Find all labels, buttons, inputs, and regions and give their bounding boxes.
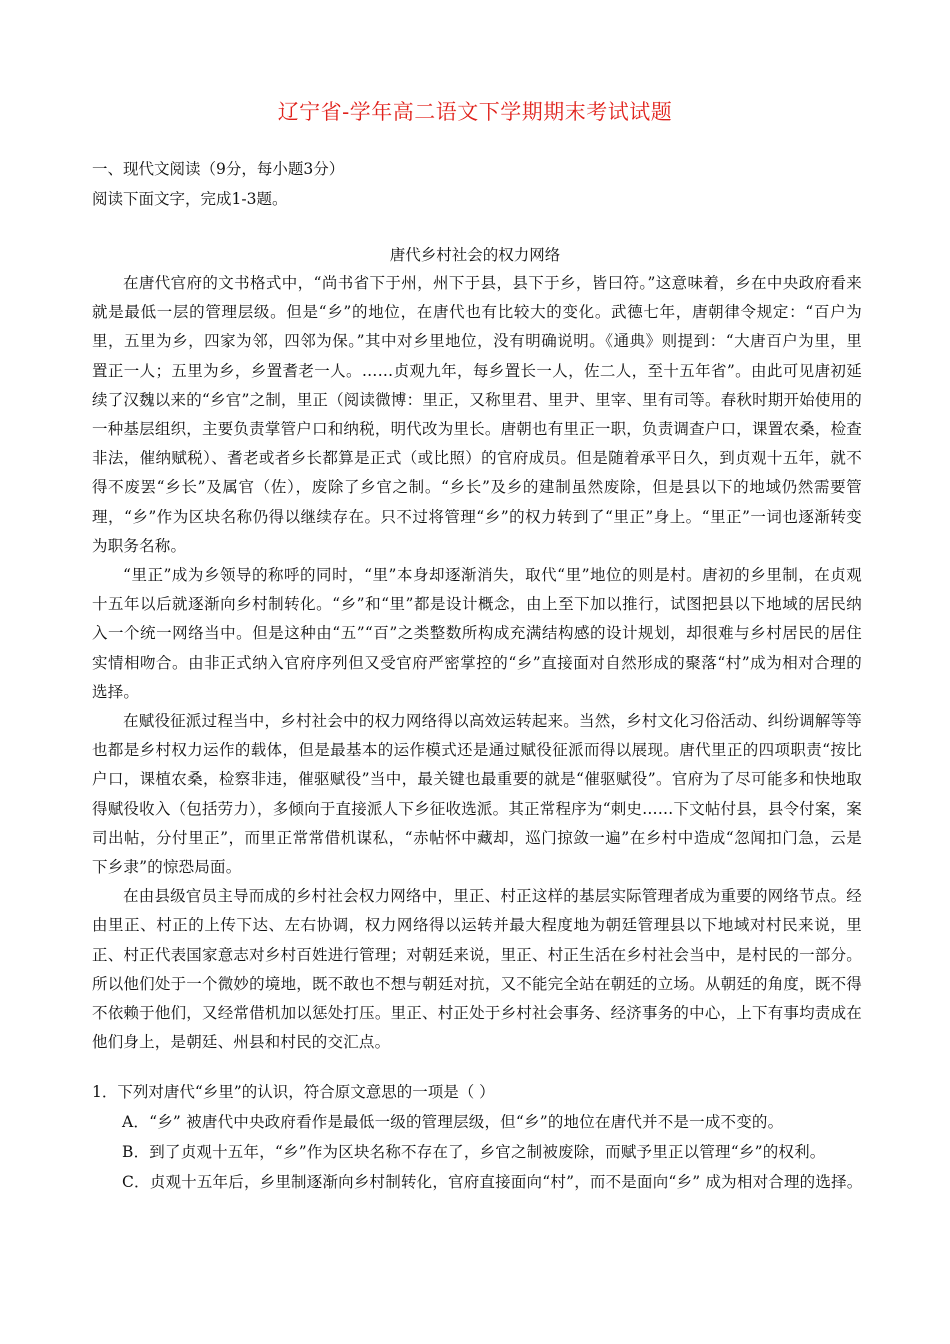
article-paragraph-3: 在赋役征派过程当中，乡村社会中的权力网络得以高效运转起来。当然，乡村文化习俗活动、纠纷调解等等也都是乡村权力运作的载体，但是最基本的运作模式还是通过赋役征派而得以展现。唐代里正的四项职责“按比户口，课植农桑，检察非违，催驱赋役”当中，最关键也最重要的就是“催驱赋役”。官府为了尽可能多和快地取得赋役收入（包括劳力），多倾向于直接派人下乡征收选派。其正常程序为“刺史……下文帖付县，县令付案，案司出帖，分付里正”，而里正常常借机谋私，“赤帖怀中藏却，巡门掠敛一遍”在乡村中造成“忽闻扣门急，云是下乡隶”的惊恐局面。 bbox=[92, 712, 862, 877]
article-title: 唐代乡村社会的权力网络 bbox=[389, 246, 561, 264]
article-body bbox=[92, 269, 862, 1057]
exam-title: 辽宁省-学年高二语文下学期期末考试试题 bbox=[277, 100, 673, 124]
section-heading: 一、现代文阅读（9分，每小题3分） bbox=[92, 160, 345, 178]
article-paragraph-1: 在唐代官府的文书格式中，“尚书省下于州，州下于县，县下于乡，皆曰符。”这意味着，乡在中央政府看来就是最低一层的管理层级。但是“乡”的地位，在唐代也有比较大的变化。武德七年，唐朝律令规定：“百户为里，五里为乡，四家为邻，四邻为保。”其中对乡里地位，没有明确说明。《通典》则提到：“大唐百户为里，里置正一人；五里为乡，乡置耆老一人。……贞观九年，每乡置长一人，佐二人，至十五年省”。由此可见唐初延续了汉魏以来的“乡官”之制，里正（阅读微博：里正，又称里君、里尹、里宰、里有司等。春秋时期开始使用的一种基层组织，主要负责掌管户口和纳税，明代改为里长。唐朝也有里正一职，负责调查户口，课置农桑，检查非法，催纳赋税）、耆老或者乡长都算是正式（或比照）的官府成员。但是随着承平日久，到贞观十五年，就不得不废罢“乡长”及属官（佐），废除了乡官之制。“乡长”及乡的建制虽然废除，但是县以下的地域仍然需要管理，“乡”作为区块名称仍得以继续存在。只不过将管理“乡”的权力转到了“里正”身上。“里正”一词也逐渐转变为职务名称。 bbox=[92, 274, 862, 555]
article-paragraph-2: “里正”成为乡领导的称呼的同时，“里”本身却逐渐消失，取代“里”地位的则是村。唐初的乡里制，在贞观十五年以后就逐渐向乡村制转化。“乡”和“里”都是设计概念，由上至下加以推行，试图把县以下地域的居民纳入一个统一网络当中。但是这种由“五”“百”之类整数所构成充满结构感的设计规划，却很难与乡村居民的居住实情相吻合。由非正式纳入官府序列但又受官府严密掌控的“乡”直接面对自然形成的聚落“村”成为相对合理的选择。 bbox=[92, 566, 862, 701]
reading-instruction: 阅读下面文字，完成1-3题。 bbox=[92, 190, 288, 208]
question-stem: 1．下列对唐代“乡里”的认识，符合原文意思的一项是（ ） bbox=[92, 1083, 495, 1101]
option-b: B．到了贞观十五年，“乡”作为区块名称不存在了，乡官之制被废除，而赋予里正以管理“乡”的权利。 bbox=[122, 1143, 826, 1161]
article-paragraph-4: 在由县级官员主导而成的乡村社会权力网络中，里正、村正这样的基层实际管理者成为重要的网络节点。经由里正、村正的上传下达、左右协调，权力网络得以运转并最大程度地为朝廷管理县以下地域对村民来说，里正、村正代表国家意志对乡村百姓进行管理；对朝廷来说，里正、村正生活在乡村社会当中，是村民的一部分。所以他们处于一个微妙的境地，既不敢也不想与朝廷对抗，又不能完全站在朝廷的立场。从朝廷的角度，既不得不依赖于他们，又经常借机加以惩处打压。里正、村正处于乡村社会事务、经济事务的中心，上下有事均责成在他们身上，是朝廷、州县和村民的交汇点。 bbox=[92, 887, 862, 1052]
question-block bbox=[92, 1077, 872, 1197]
option-a: A．“乡” 被唐代中央政府看作是最低一级的管理层级，但“乡”的地位在唐代并不是一成不变的。 bbox=[122, 1113, 784, 1131]
option-c: C．贞观十五年后，乡里制逐渐向乡村制转化，官府直接面向“村”，而不是面向“乡” 成为相对合理的选择。 bbox=[122, 1173, 863, 1191]
